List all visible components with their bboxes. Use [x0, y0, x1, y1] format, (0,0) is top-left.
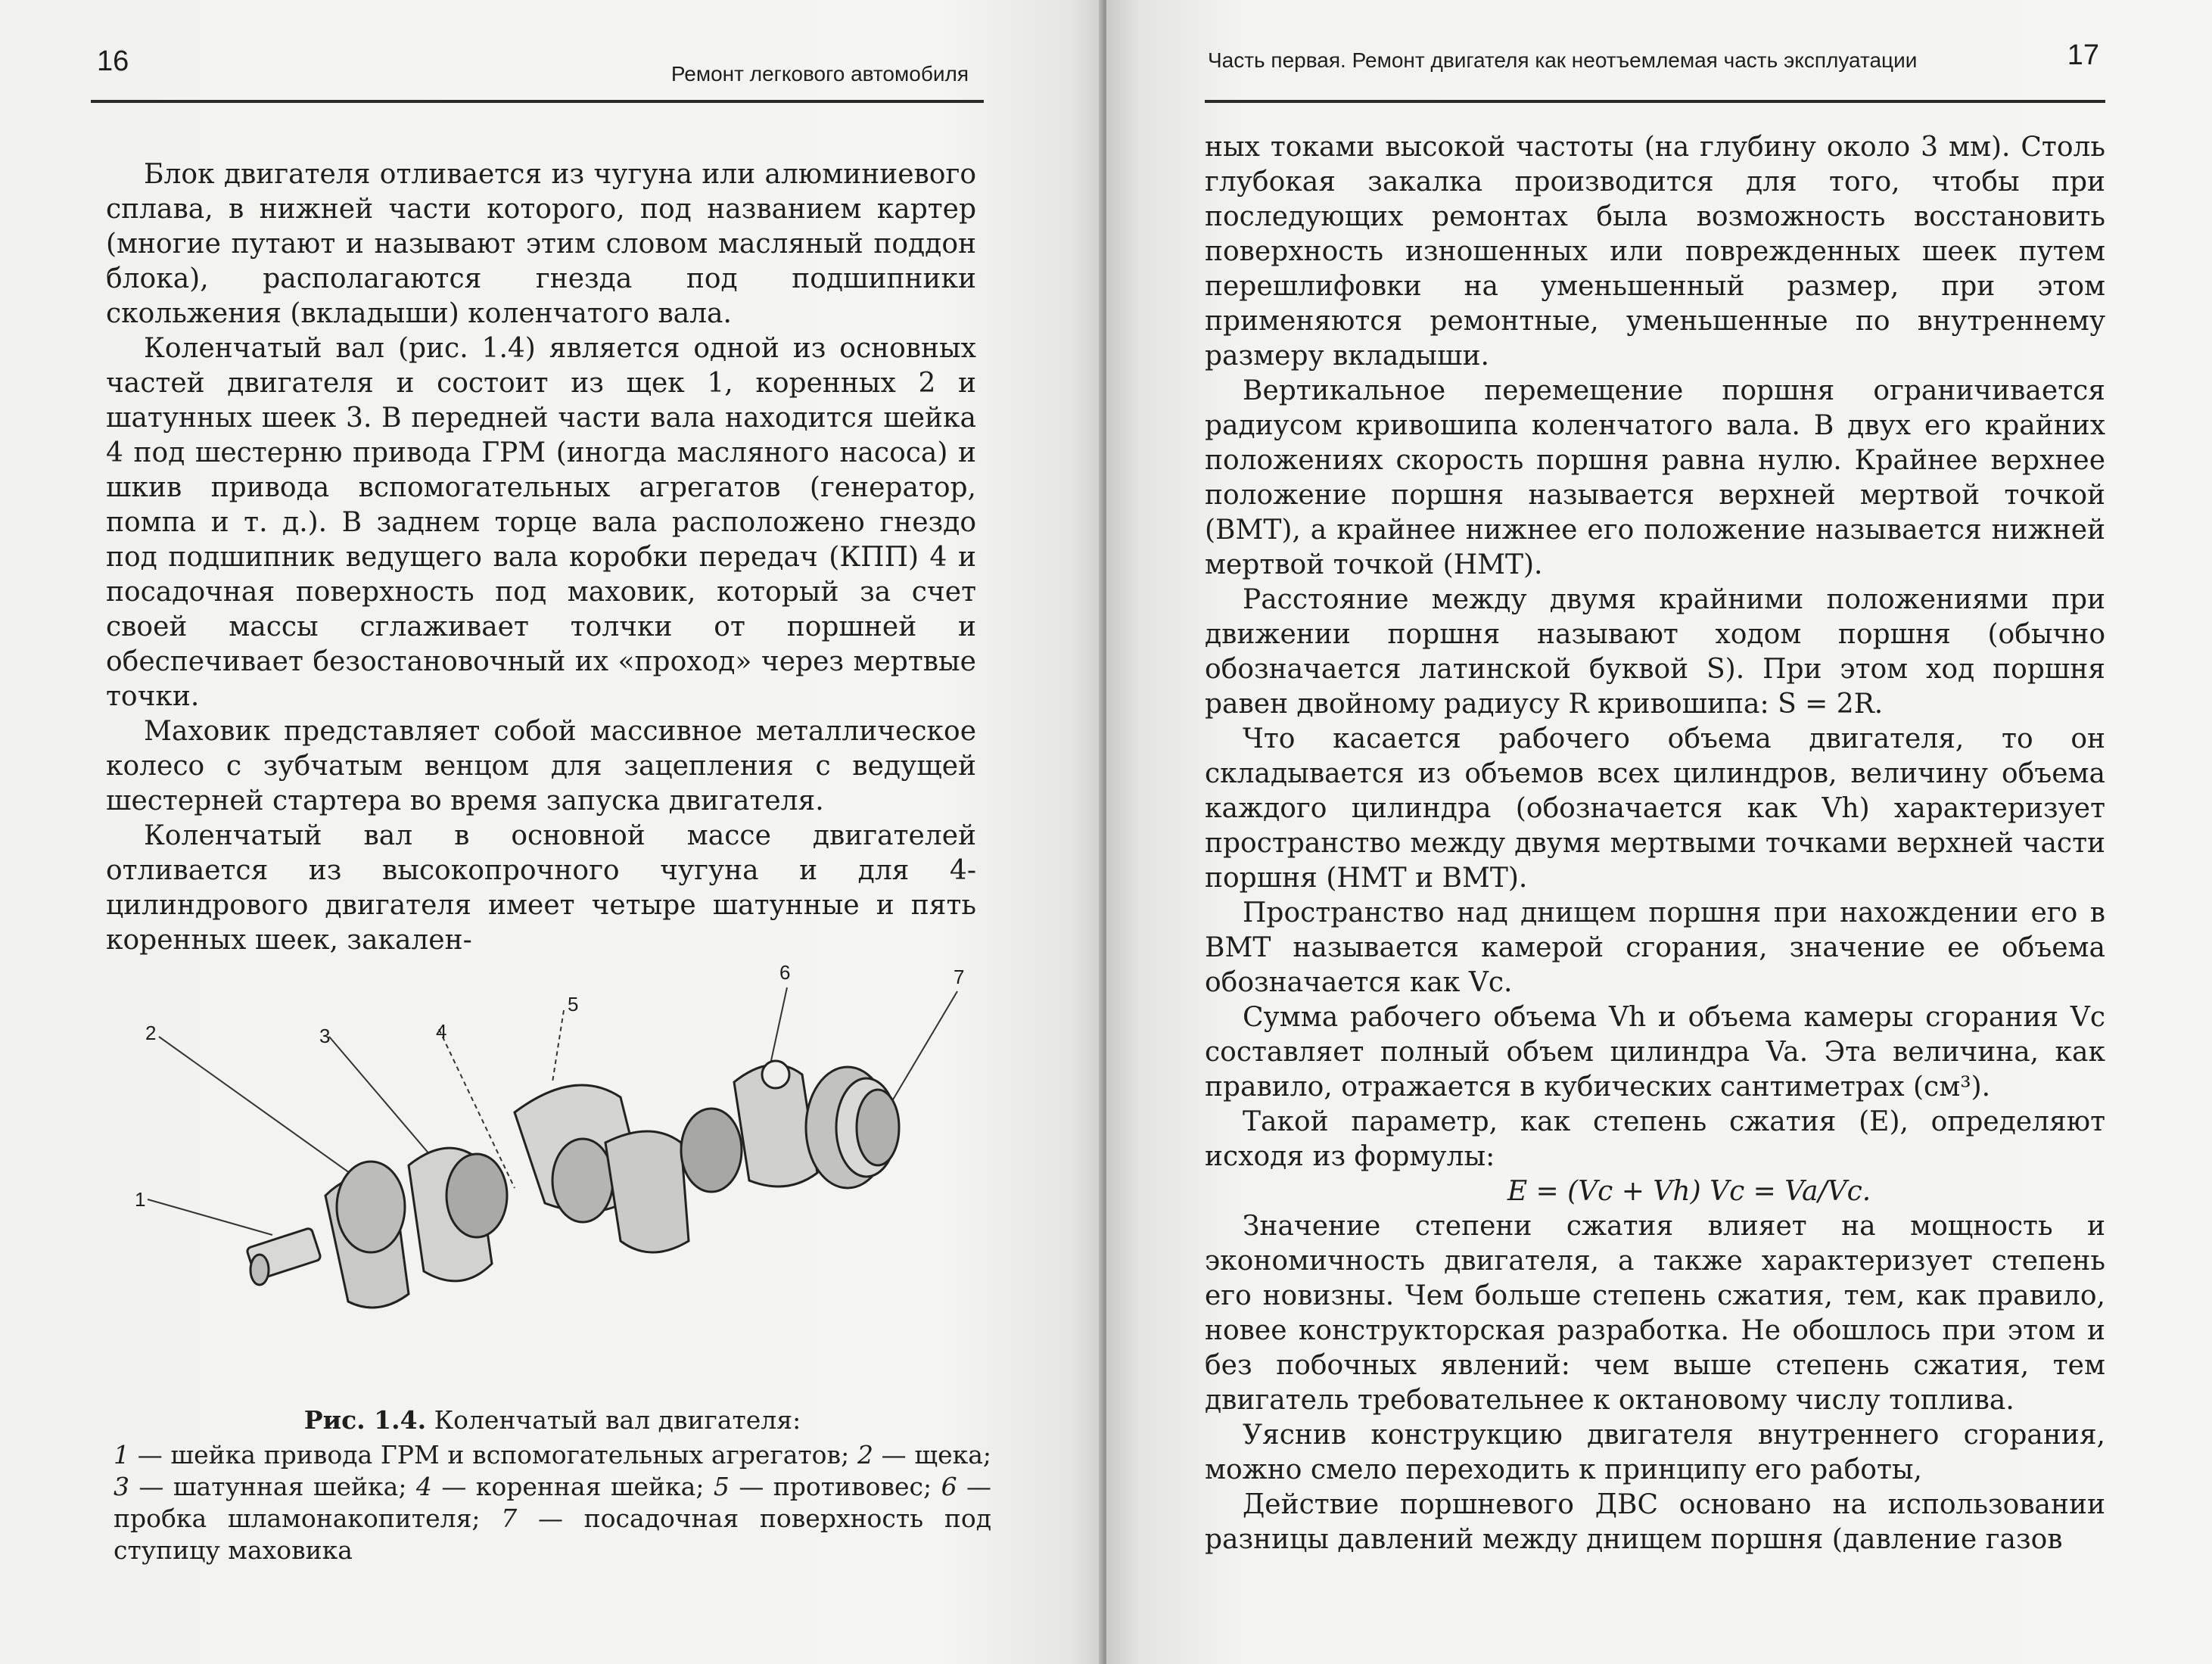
caption-legend: 1 — шейка привода ГРМ и вспомогательных агрегатов; 2 — щека; 3 — шатунная шейка; 4 — коренная шейка; 5 — противовес; 6 — пробка шламонакопителя; 7 — посадочная поверхность под ступицу маховика: [114, 1440, 992, 1565]
sludge-plug: [762, 1061, 789, 1088]
paragraph: ных токами высокой частоты (на глубину около 3 мм). Столь глубокая закалка производится для того, чтобы при последующих ремонтах была возможность восстановить поверхность изношенных или поврежденных шеек путем перешлифовки на уменьшенный размер, при этом применяются ремонтные, уменьшенные по внутреннему размеру вкладыши.: [1205, 132, 2105, 372]
callout-4: 4: [436, 1020, 447, 1043]
figure-caption: [114, 1404, 991, 1566]
paragraph: Блок двигателя отливается из чугуна или алюминиевого сплава, в нижней части которого, под названием картер (многие путают и называют этим словом масляный поддон блока), располагаются гнезда под подшипники скольжения (вкладыши) коленчатого вала.: [106, 159, 976, 329]
paragraph: Действие поршневого ДВС основано на использовании разницы давлений между днищем поршня (давление газов: [1205, 1489, 2105, 1555]
callout-2: 2: [145, 1022, 157, 1044]
paragraph: Значение степени сжатия влияет на мощность и экономичность двигателя, а также характеризует степень его новизны. Чем больше степень сжатия, тем, как правило, новее конструкторская разработка. Не обошлось при этом и без побочных явлений: чем выше степень сжатия, тем двигатель требовательнее к октановому числу топлива.: [1205, 1211, 2105, 1416]
leader-line-2: [159, 1037, 371, 1188]
paragraph: Вертикальное перемещение поршня ограничивается радиусом кривошипа коленчатого вала. В двух его крайних положениях скорость поршня равна нулю. Крайнее верхнее положение поршня называется верхней мертвой точкой (ВМТ), а крайнее нижнее его положение называется нижней мертвой точкой (НМТ).: [1205, 375, 2105, 580]
callout-6: 6: [779, 961, 791, 984]
paragraph: Коленчатый вал в основной массе двигателей отливается из высокопрочного чугуна и для 4-цилиндрового двигателя имеет четыре шатунные и пять коренных шеек, закален-: [106, 820, 976, 956]
running-title: Часть первая. Ремонт двигателя как неотъемлемая часть эксплуатации: [1208, 48, 1918, 72]
crankshaft-figure: [121, 938, 991, 1377]
running-title: Ремонт легкового автомобиля: [670, 62, 969, 86]
paragraph: Маховик представляет собой массивное металлическое колесо с зубчатым венцом для зацепления с ведущей шестерней стартера во время запуска двигателя.: [106, 716, 976, 816]
paragraph: Сумма рабочего объема Vh и объема камеры сгорания Vc составляет полный объем цилиндра Va. Эта величина, как правило, отражается в кубических сантиметрах (см³).: [1205, 1002, 2105, 1103]
right-page-header: [1205, 39, 2105, 103]
callout-7: 7: [954, 966, 965, 988]
page-number: 16: [97, 45, 129, 77]
left-page-header: [91, 39, 984, 103]
page-number: 17: [2067, 39, 2099, 71]
caption-title: Коленчатый вал двигателя:: [434, 1405, 801, 1435]
callout-5: 5: [568, 993, 579, 1016]
paragraph: Расстояние между двумя крайними положениями при движении поршня называют ходом поршня (обычно обозначается латинской буквой S). При этом ход поршня равен двойному радиусу R кривошипа: S = 2R.: [1205, 584, 2105, 720]
legend-item: пробка шламонакопителя: [114, 1504, 472, 1533]
legend-item: шатунная шейка: [173, 1472, 399, 1501]
legend-item: коренная шейка: [475, 1472, 696, 1501]
compression-ratio-formula: E = (Vc + Vh) Vc = Va/Vc.: [1507, 1176, 1871, 1207]
left-page: [0, 0, 1103, 1664]
paragraph: Что касается рабочего объема двигателя, то он складывается из объемов всех цилиндров, величину объема каждого цилиндра (обозначается как Vh) характеризует пространство между двумя мертвыми точками верхней части поршня (НМТ и ВМТ).: [1205, 723, 2105, 894]
legend-item: шейка привода ГРМ и вспомогательных агрегатов: [170, 1440, 842, 1470]
legend-item: противовес: [773, 1472, 924, 1501]
legend-item: щека: [914, 1440, 983, 1470]
caption-label: Рис. 1.4.: [303, 1405, 427, 1435]
caption-title-line: [114, 1404, 991, 1436]
legend-item: посадочная поверхность под ступицу маховика: [114, 1504, 992, 1565]
leader-line-5: [552, 1010, 564, 1082]
leader-line-7: [885, 991, 957, 1112]
leader-line-3: [329, 1037, 439, 1165]
leader-line-1: [148, 1199, 272, 1235]
web-3: [605, 1131, 689, 1252]
right-page-body: [1205, 130, 2105, 1557]
paragraph: Такой параметр, как степень сжатия (E), определяют исходя из формулы:: [1205, 1106, 2105, 1172]
left-page-body: [106, 157, 976, 958]
paragraph: Коленчатый вал (рис. 1.4) является одной из основных частей двигателя и состоит из щек 1, коренных 2 и шатунных шеек 3. В передней части вала находится шейка 4 под шестерню привода ГРМ (иногда масляного насоса) и шкив привода вспомогательных агрегатов (генератор, помпа и т. д.). В заднем торце вала расположено гнездо под подшипник ведущего вала коробки передач (КПП) 4 и посадочная поверхность под маховик, который за счет своей массы сглаживает толчки от поршней и обеспечивает безостановочный их «проход» через мертвые точки.: [106, 333, 976, 712]
paragraph: Пространство над днищем поршня при нахождении его в ВМТ называется камерой сгорания, значение ее объема обозначается как Vc.: [1205, 897, 2105, 998]
callout-3: 3: [319, 1025, 331, 1047]
crankshaft-illustration: [121, 938, 991, 1377]
right-page: [1106, 0, 2212, 1664]
callout-1: 1: [135, 1188, 146, 1211]
paragraph: Уяснив конструкцию двигателя внутреннего сгорания, можно смело переходить к принципу его работы,: [1205, 1420, 2105, 1485]
